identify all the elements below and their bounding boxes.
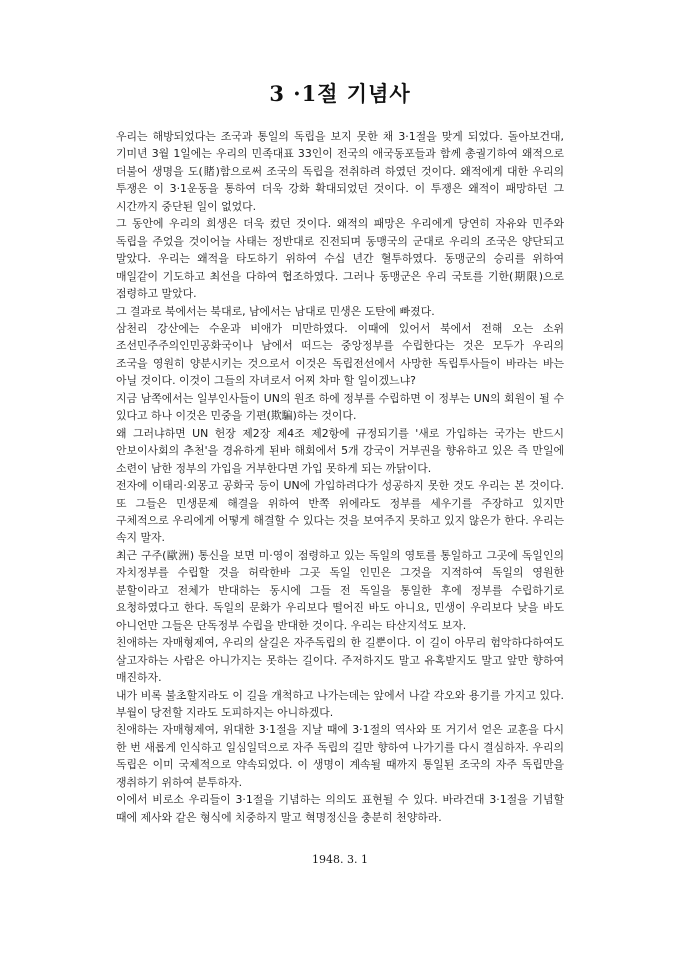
- paragraph: 친애하는 자매형제여, 우리의 살길은 자주독립의 한 길뿐이다. 이 길이 아무리 험악하다하여도 살고자하는 사람은 아니가지는 못하는 길이다. 주저하지도 말고 유혹받지도 말고 앞만 향하여 매진하자.: [116, 636, 564, 685]
- paragraph: 최근 구주(歐洲) 통신을 보면 미·영이 점령하고 있는 독일의 영토를 통일하고 그곳에 독일인의 자치정부를 수립할 것을 허락한바 그곳 독일 인민은 그것을 지적하여 독일의 영원한 분할이라고 전체가 반대하는 동시에 그들 전 독일을 통일한 후에 정부를 수립하기로 요청하였다고 한다. 독일의 문화가 우리보다 떨어진 바도 아니요, 민생이 우리보다 낮을 바도 아니언만 그들은 단독정부 수립을 반대한 것이다. 우리는 타산지석도 보자.: [116, 548, 564, 632]
- paragraph: 친애하는 자매형제여, 위대한 3·1절을 지날 때에 3·1절의 역사와 또 거기서 얻은 교훈을 다시 한 번 새롭게 인식하고 일심일덕으로 자주 독립의 길만 향하여 나가기를 다시 결심하자. 우리의 독립은 이미 국제적으로 약속되었다. 이 생명이 계속될 때까지 통일된 조국의 자주 독립만을 쟁취하기 위하여 분투하자.: [116, 723, 564, 789]
- paragraph: 그 결과로 북에서는 북대로, 남에서는 남대로 민생은 도탄에 빠졌다.: [116, 304, 435, 318]
- paragraph: 지금 남쪽에서는 일부인사들이 UN의 원조 하에 정부를 수립하면 이 정부는 UN의 회원이 될 수 있다고 하나 이것은 민중을 기편(欺騙)하는 것이다.: [116, 391, 564, 423]
- document-date: 1948. 3. 1: [312, 853, 368, 866]
- document-title: 3 ·1절 기념사: [269, 81, 411, 106]
- paragraph: 이에서 비로소 우리들이 3·1절을 기념하는 의의도 표현될 수 있다. 바라건대 3·1절을 기념할 때에 제사와 같은 형식에 치중하지 말고 혁명정신을 충분히 천양하라.: [116, 793, 564, 824]
- document-body: [116, 128, 564, 826]
- paragraph: 내가 비록 불초할지라도 이 길을 개척하고 나가는데는 앞에서 나갈 각오와 용기를 가지고 있다. 부월이 당전할 지라도 도피하지는 아니하겠다.: [116, 688, 564, 719]
- paragraph: 그 동안에 우리의 희생은 더욱 컸던 것이다. 왜적의 패망은 우리에게 당연히 자유와 민주와 독립을 주었을 것이어늘 사태는 정반대로 진전되며 동맹국의 군대로 우리의 조국은 양단되고 말았다. 우리는 왜적을 타도하기 위하여 수십 년간 혈투하였다. 동맹군의 승리를 위하여 매일같이 기도하고 최선을 다하여 협조하였다. 그러나 동맹군은 우리 국토를 기한(期限)으로 점령하고 말았다.: [116, 217, 564, 301]
- paragraph: 왜 그러냐하면 UN 헌장 제2장 제4조 제2항에 규정되기를 '새로 가입하는 국가는 반드시 안보이사회의 추천'을 경유하게 된바 해회에서 5개 강국이 거부권을 향유하고 있은 즉 만일에 소련이 남한 정부의 가입을 거부한다면 가입 못하게 되는 까닭이다.: [116, 426, 564, 475]
- paragraph: 전자에 이태리·외몽고 공화국 등이 UN에 가입하려다가 성공하지 못한 것도 우리는 본 것이다. 또 그들은 민생문제 해결을 위하여 반쪽 위에라도 정부를 세우기를 주장하고 있지만 구체적으로 우리에게 어떻게 해결할 수 있다는 것을 보여주지 못하고 있지 않은가 한다. 우리는 속지 말자.: [116, 479, 564, 545]
- paragraph: 우리는 해방되었다는 조국과 통일의 독립을 보지 못한 채 3·1절을 맞게 되었다. 돌아보건대, 기미년 3월 1일에는 우리의 민족대표 33인이 전국의 애국동포들과 함께 총궐기하여 왜적으로 더불어 생명을 도(賭)함으로써 조국의 독립을 전취하려 하였던 것이다. 왜적에게 대한 우리의 투쟁은 이 3·1운동을 통하여 더욱 강화 확대되었던 것이다. 이 투쟁은 왜적이 패망하던 그 시간까지 중단된 일이 없었다.: [116, 130, 564, 213]
- paragraph: 삼천리 강산에는 수운과 비애가 미만하였다. 이때에 있어서 북에서 전해 오는 소위 조선민주주의인민공화국이나 남에서 떠드는 중앙정부를 수립한다는 것은 모두가 우리의 조국을 영원히 양분시키는 것으로서 이것은 독립전선에서 사망한 독립투사들이 바라는 바는 아닐 것이다. 이것이 그들의 자녀로서 어찌 차마 할 일이겠느냐?: [116, 321, 564, 388]
